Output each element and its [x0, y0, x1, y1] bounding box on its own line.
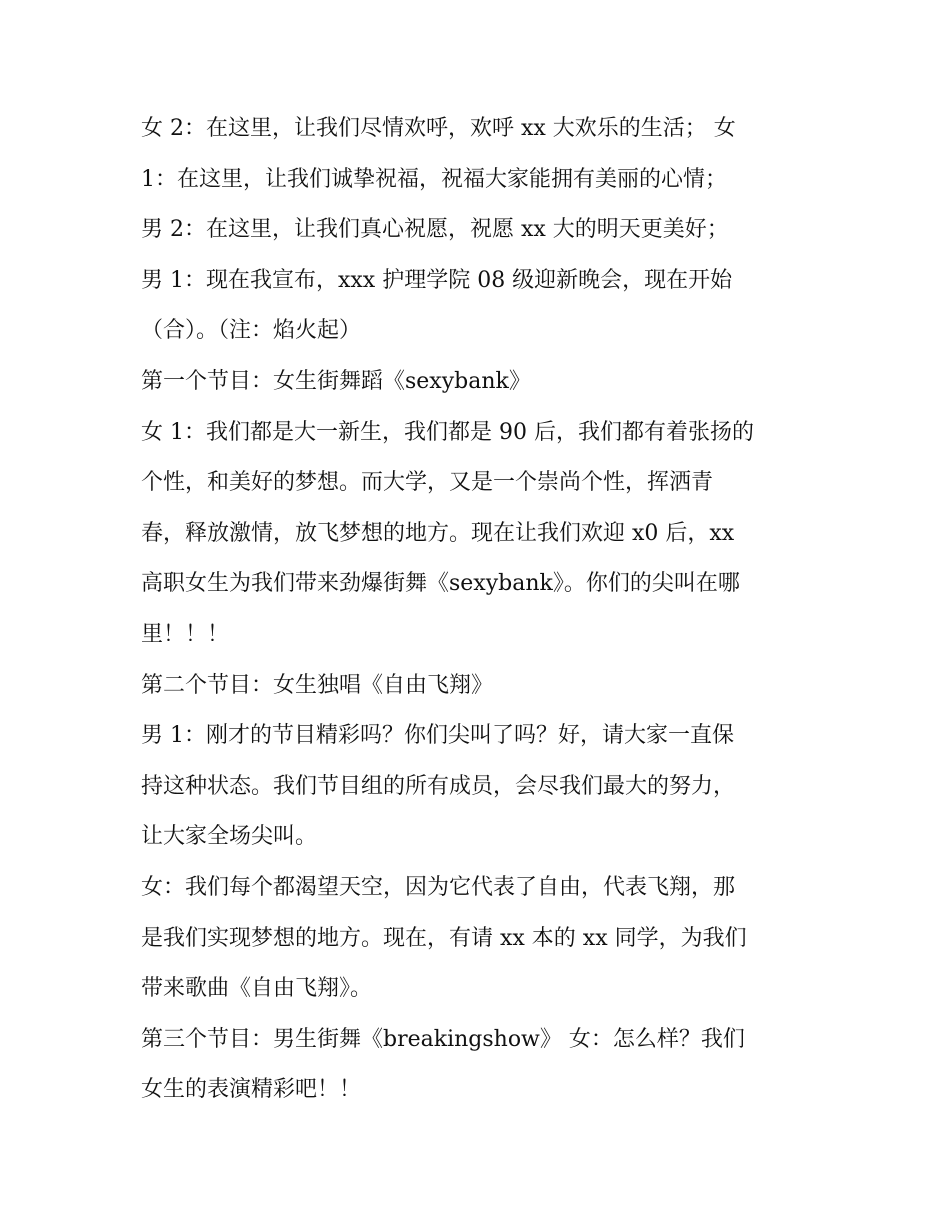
text-line: 女 2：在这里，让我们尽情欢呼，欢呼 xx 大欢乐的生活； 女 — [141, 116, 736, 141]
text-line: 女：我们每个都渴望天空，因为它代表了自由，代表飞翔，那 — [141, 874, 736, 900]
program-heading-2: 第二个节目：女生独唱《自由飞翔》 — [141, 672, 494, 698]
text-line: 个性，和美好的梦想。而大学，又是一个崇尚个性，挥洒青 — [141, 470, 714, 496]
program-heading-1: 第一个节目：女生街舞蹈《sexybank》 — [141, 368, 531, 394]
text-line: 男 2：在这里，让我们真心祝愿，祝愿 xx 大的明天更美好； — [141, 217, 729, 243]
text-line: 1：在这里，让我们诚挚祝福，祝福大家能拥有美丽的心情； — [141, 166, 727, 192]
text-line: 里！！！ — [141, 621, 230, 647]
text-line: 是我们实现梦想的地方。现在，有请 xx 本的 xx 同学，为我们 — [141, 925, 747, 951]
text-line: 女 1：我们都是大一新生，我们都是 90 后，我们都有着张扬的 — [141, 419, 754, 445]
text-line: 带来歌曲《自由飞翔》。 — [141, 976, 373, 1002]
text-line: 男 1：刚才的节目精彩吗？你们尖叫了吗？好，请大家一直保 — [141, 723, 734, 749]
text-line: 高职女生为我们带来劲爆街舞《sexybank》。你们的尖叫在哪 — [141, 571, 740, 597]
text-line: 女生的表演精彩吧！！ — [141, 1077, 362, 1103]
text-line: 持这种状态。我们节目组的所有成员，会尽我们最大的努力， — [141, 773, 736, 799]
text-line: 男 1：现在我宣布，xxx 护理学院 08 级迎新晚会，现在开始 — [141, 267, 733, 293]
program-heading-3: 第三个节目：男生街舞《breakingshow》 女：怎么样？我们 — [141, 1026, 745, 1052]
text-line: （合）。（注：焰火起） — [141, 318, 362, 344]
text-line: 春，释放激情，放飞梦想的地方。现在让我们欢迎 x0 后，xx — [141, 520, 735, 546]
document-body — [141, 104, 821, 1116]
text-line: 让大家全场尖叫。 — [141, 824, 318, 850]
